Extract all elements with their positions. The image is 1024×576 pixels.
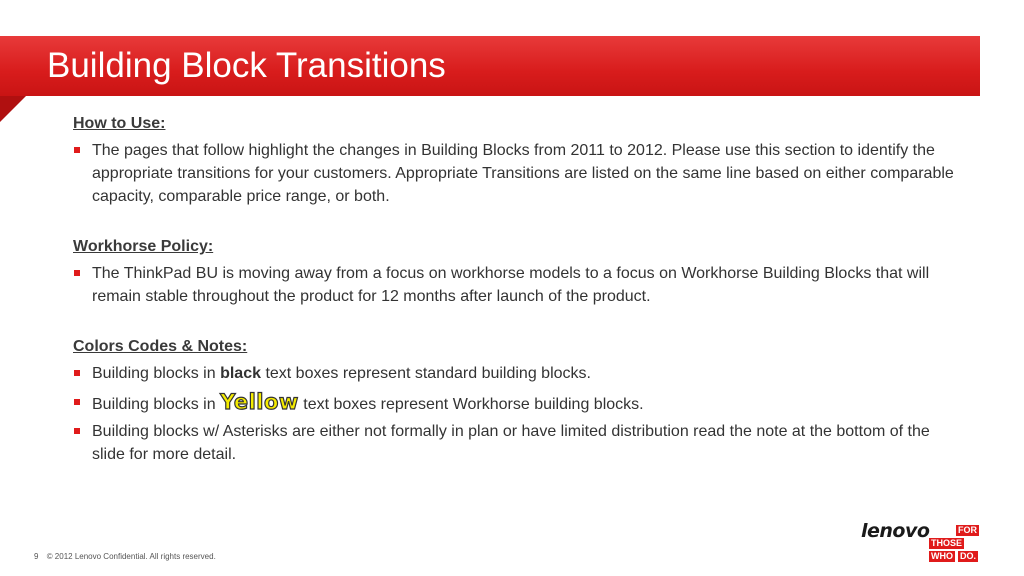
bullet-square-icon bbox=[74, 147, 80, 153]
bullet-square-icon bbox=[74, 428, 80, 434]
page-number: 9 bbox=[34, 552, 39, 561]
lenovo-logo bbox=[861, 520, 991, 564]
how-to-use-heading: How to Use: bbox=[73, 115, 166, 132]
slide-title: Building Block Transitions bbox=[47, 46, 446, 85]
colors-heading: Colors Codes & Notes: bbox=[73, 338, 248, 355]
bullet-square-icon bbox=[74, 370, 80, 376]
colors-yellow-word: Yellow bbox=[220, 390, 299, 414]
logo-wordmark: lenovo bbox=[861, 520, 930, 542]
bullet-square-icon bbox=[74, 270, 80, 276]
colors-black-post: text boxes represent standard building blocks. bbox=[261, 365, 591, 382]
colors-bullet-black bbox=[73, 362, 963, 385]
how-to-use-bullet bbox=[73, 139, 963, 208]
footer bbox=[34, 552, 222, 561]
title-bar-corner bbox=[0, 96, 26, 122]
logo-tag-do: DO. bbox=[960, 551, 977, 561]
colors-bullet-asterisk bbox=[73, 420, 963, 466]
logo-tag-who: WHO bbox=[931, 551, 953, 561]
colors-black-word: black bbox=[220, 365, 261, 382]
colors-yellow-pre: Building blocks in bbox=[92, 396, 221, 413]
bullet-square-icon bbox=[74, 399, 80, 405]
logo-tag-for: FOR bbox=[958, 525, 977, 535]
how-to-use-text: The pages that follow highlight the changes in Building Blocks from 2011 to 2012. Please use this section to identify the appropriate transitions for your customers. Appropriate Transitions are listed on the same line based on either comparable capacity, comparable price range, or both. bbox=[92, 142, 954, 205]
logo-tag-those: THOSE bbox=[931, 538, 963, 548]
workhorse-heading: Workhorse Policy: bbox=[73, 238, 214, 255]
colors-black-pre: Building blocks in bbox=[92, 365, 221, 382]
spacer bbox=[73, 312, 963, 335]
workhorse-text: The ThinkPad BU is moving away from a focus on workhorse models to a focus on Workhorse Building Blocks that will remain stable throughout the product for 12 months after launch of the product. bbox=[92, 265, 930, 305]
colors-bullet-yellow bbox=[73, 391, 963, 416]
workhorse-bullet bbox=[73, 262, 963, 308]
colors-asterisk-text: Building blocks w/ Asterisks are either not formally in plan or have limited distribution read the note at the bottom of the slide for more detail. bbox=[92, 423, 930, 463]
copyright-text: © 2012 Lenovo Confidential. All rights reserved. bbox=[46, 552, 216, 561]
colors-yellow-post: text boxes represent Workhorse building blocks. bbox=[298, 396, 644, 413]
spacer bbox=[73, 212, 963, 235]
slide-content bbox=[73, 112, 963, 470]
